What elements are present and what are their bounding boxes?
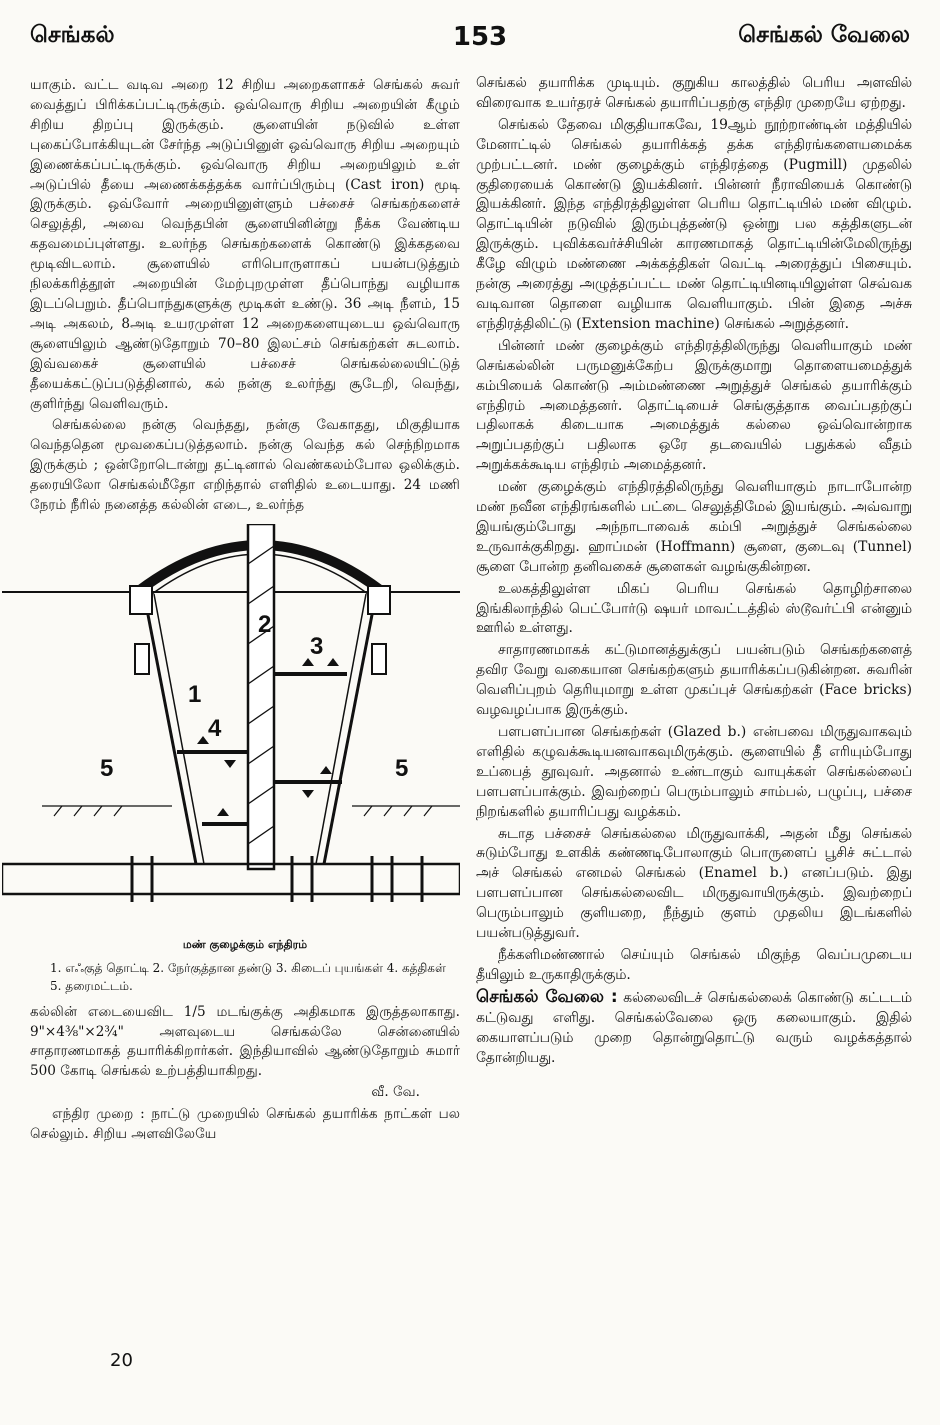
vertical-shaft [248, 524, 274, 869]
paragraph: உலகத்திலுள்ள மிகப் பெரிய செங்கல் தொழிற்சாலை இங்கிலாந்தில் பெட்போர்டு ஷயர் மாவட்டத்தில் ஸ்டூவர்ட்பி என்னும் ஊரில் உள்ளது. [476, 580, 912, 637]
author-signature: வீ. வே. [371, 1084, 420, 1101]
figure-caption: மண் குழைக்கும் எந்திரம் [182, 937, 308, 951]
paragraph: யாகும். வட்ட வடிவ அறை 12 சிறிய அறைகளாகச் செங்கல் சுவர் வைத்துப் பிரிக்கப்பட்டிருக்கும். ஒவ்வொரு சிறிய அறையின் கீழும் சிறிய திறப்பு இருக்கும். சூளையின் நடுவில் உள்ள புகைப்போக்கியுடன் சேர்ந்த அடுப்பினுள் ஒவ்வொரு சிறிய அறையும் இணைக்கப்பட்டிருக்கும். ஒவ்வொரு சிறிய அறையிலும் உள் அடுப்பில் தீயை அணைக்கத்தக்க வார்ப்பிரும்பு (Cast iron) மூடி இருக்கும். ஒவ்வோர் அறையினுள்ளும் பச்சைச் செங்கற்களைச் செலுத்தி, அவை வெந்தபின் சூளையினின்று நீக்க வேண்டிய கதவமைப்புள்ளது. உலர்ந்த செங்கற்களைக் கொண்டு இக்கதவை மூடிவிடலாம். சூளையில் எரிபொருளாகப் பயன்படுத்தும் நிலக்கரித்தூள் அறையின் மேற்புறமுள்ள தீப்பொந்து வழியாக இடப்பெறும். தீப்பொந்துகளுக்கு மூடிகள் உண்டு. 36 அடி நீளம், 15 அடி அகலம், 8அடி உயரமுள்ள 12 அறைகளையுடைய ஒவ்வொரு சூளையிலும் ஆண்டுதோறும் 70–80 இலட்சம் செங்கற்கள் சுடலாம். இவ்வகைச் சூளையில் பச்சைச் செங்கல்லையிட்டுத் தீயைக்கட்டுப்படுத்தினால், கல் நன்கு உலர்ந்து சூடேறி, வெந்து, குளிர்ந்து வெளிவரும். [30, 77, 460, 412]
label-1: 1 [188, 680, 202, 708]
paragraph: பளபளப்பான செங்கற்கள் (Glazed b.) என்பவை மிருதுவாகவும் எளிதில் கழுவக்கூடியனவாகவுமிருக்கும். சூளையில் தீ எரியும்போது உப்பைத் தூவுவர். அதனால் உண்டாகும் வாயுக்கள் செங்கல்லைப் பளபளப்பாக்கும். இவற்றைப் பெரும்பாலும் சாம்பல், பழுப்பு, பச்சை நிறங்களில் தயாரிப்பது வழக்கம். [476, 724, 912, 820]
paragraph: சாதாரணமாகக் கட்டுமானத்துக்குப் பயன்படும் செங்கற்களைத் தவிர வேறு வகையான செங்கற்களும் தயாரிக்கப்படுகின்றன. சுவரின் வெளிப்புறம் தெரியுமாறு உள்ள முகப்புச் செங்கற்கள் (Face bricks) வழவழப்பாக இருக்கும். [476, 642, 912, 719]
paragraph: சுடாத பச்சைச் செங்கல்லை மிருதுவாக்கி, அதன் மீது செங்கல் சுடும்போது உளகிக் கண்ணடிபோலாகும் பொருளைப் பூசிச் சுட்டால் அச் செங்கல் எனமல் செங்கல் (Enamel b.) எனப்படும். இது பளபளப்பான செங்கல்லைவிட மிருதுவாயிருக்கும். இவற்றைப் பெரும்பாலும் குளியறை, நீந்தும் குளம் முதலிய இடங்களில் பயன்படுத்துவர். [476, 825, 912, 942]
paragraph: செங்கல் தேவை மிகுதியாகவே, 19ஆம் நூற்றாண்டின் மத்தியில் மேனாட்டில் செங்கல் தயாரிக்கத் தக்க எந்திரங்களையமைக்க முற்பட்டனர். மண் குழைக்கும் எந்திரத்தை (Pugmill) முதலில் குதிரையைக் கொண்டு இயக்கினர். பின்னர் நீராவியைக் கொண்டு இயக்கினர். இந்த எந்திரத்திலுள்ள பெரிய தொட்டியில் மண் விழும். தொட்டியின் நடுவில் இரும்புத்தண்டு ஒன்று பல கத்திகளுடன் இருக்கும். புவிக்கவர்ச்சியின் காரணமாகத் தொட்டியின்மேலிருந்து கீழே விழும் மண்ணை அக்கத்திகள் வெட்டி அரைத்துப் பிசையும். நன்கு அரைத்து அழுத்தப்பட்ட மண் தொட்டியினடியிலுள்ள செவ்வக வடிவான தொளை வழியாக வெளியாகும். பின் இதை அச்சு எந்திரத்திலிட்டு (Extension machine) செங்கல் அறுத்தனர். [476, 116, 912, 332]
entry-paragraph [476, 988, 912, 1069]
label-3: 3 [310, 632, 324, 660]
running-head-right: செங்கல் வேலை [738, 22, 910, 48]
paragraph: பின்னர் மண் குழைக்கும் எந்திரத்திலிருந்து வெளியாகும் மண் செங்கல்லின் பருமனுக்கேற்ப இருக்குமாறு தொளையமைத்துக் கம்பியைக் கொண்டு அம்மண்ணை அறுத்துச் செங்கல் தயாரிக்கும் எந்திரம் அமைத்தனர். தொட்டியைச் செங்குத்தாக வைப்பதற்குப் பதிலாகக் கிடையாக அமைத்துக் கல்லை ஒவ்வொன்றாக அறுப்பதற்குப் பதிலாக ஒரே தடவையில் பதுக்கல் வீதம் அறுக்கக்கூடிய எந்திரம் அமைத்தனர். [476, 337, 912, 474]
entry-text: கல்லைவிடச் செங்கல்லைக் கொண்டு கட்டடம் கட்டுவது எளிது. செங்கல்வேலை ஒரு கலையாகும். இதில் கையாளப்படும் முறை தொன்றுதொட்டு வரும் வழக்கத்தால் தோன்றியது. [476, 989, 912, 1066]
left-lower-text [30, 1003, 460, 1144]
tank-wall-right [324, 594, 376, 864]
left-column [30, 76, 460, 1146]
paragraph: மண் குழைக்கும் எந்திரத்திலிருந்து வெளியாகும் நாடாபோன்ற மண் நவீன எந்திரங்களில் பட்டை செலுத்திமேல் இயங்கும். அவ்வாறு இயங்கும்போது அந்நாடாவைக் கம்பி அறுத்துச் செங்கல்லை உருவாக்குகிறது. ஹாப்மன் (Hoffmann) சூளை, குடைவு (Tunnel) சூளை போன்ற தனிவகைச் சூளைகள் வழங்குகின்றன. [476, 479, 912, 575]
running-head-left: செங்கல் [30, 22, 115, 48]
paragraph: செங்கல்லை நன்கு வெந்தது, நன்கு வேகாதது, மிகுதியாக வெந்ததென மூவகைப்படுத்தலாம். நன்கு வெந்த கல் செந்நிறமாக இருக்கும் ; ஒன்றோடொன்று தட்டினால் வெண்கலம்போல ஒலிக்கும். தரையிலோ செங்கல்மீதோ எறிந்தால் எளிதில் உடையாது. 24 மணி நேரம் நீரில் நனைத்த கல்லின் எடை, உலர்ந்த [30, 417, 460, 514]
label-5-left: 5 [100, 754, 114, 782]
figure-legend: 1. எஃகுத் தொட்டி 2. நேர்குத்தான தண்டு 3. கிடைப் புயங்கள் 4. கத்திகள் 5. தரைமட்டம். [50, 960, 446, 993]
right-column [476, 74, 912, 1070]
tank-wall-left [144, 594, 196, 864]
footer-page-number: 20 [110, 1350, 133, 1371]
paragraph: எந்திர முறை : நாட்டு முறையில் செங்கல் தயாரிக்க நாட்கள் பல செல்லும். சிறிய அளவிலேயே [30, 1105, 460, 1142]
pugmill-diagram [2, 524, 460, 936]
page-number: 153 [452, 22, 508, 52]
label-5-right: 5 [395, 754, 409, 782]
page-header [30, 22, 910, 62]
label-2: 2 [258, 610, 272, 638]
paragraph: கல்லின் எடையைவிட 1/5 மடங்குக்கு அதிகமாக இருத்தலாகாது. 9"×4⅜"×2¾" அளவுடைய செங்கல்லே சென்னையில் சாதாரணமாகத் தயாரிக்கிறார்கள். இந்தியாவில் ஆண்டுதோறும் சுமார் 500 கோடி செங்கல் உற்பத்தியாகிறது. [30, 1003, 460, 1079]
label-4: 4 [208, 714, 222, 742]
paragraph: நீக்களிமண்ணால் செய்யும் செங்கல் மிகுந்த வெப்பமுடைய தீயிலும் உருகாதிருக்கும். [476, 946, 912, 983]
pugmill-figure [2, 524, 460, 936]
paragraph: செங்கல் தயாரிக்க முடியும். குறுகிய காலத்தில் பெரிய அளவில் விரைவாக உயர்தரச் செங்கல் தயாரிப்பதற்கு எந்திர முறையே ஏற்றது. [476, 75, 912, 111]
entry-heading: செங்கல் வேலை : [476, 986, 618, 1007]
